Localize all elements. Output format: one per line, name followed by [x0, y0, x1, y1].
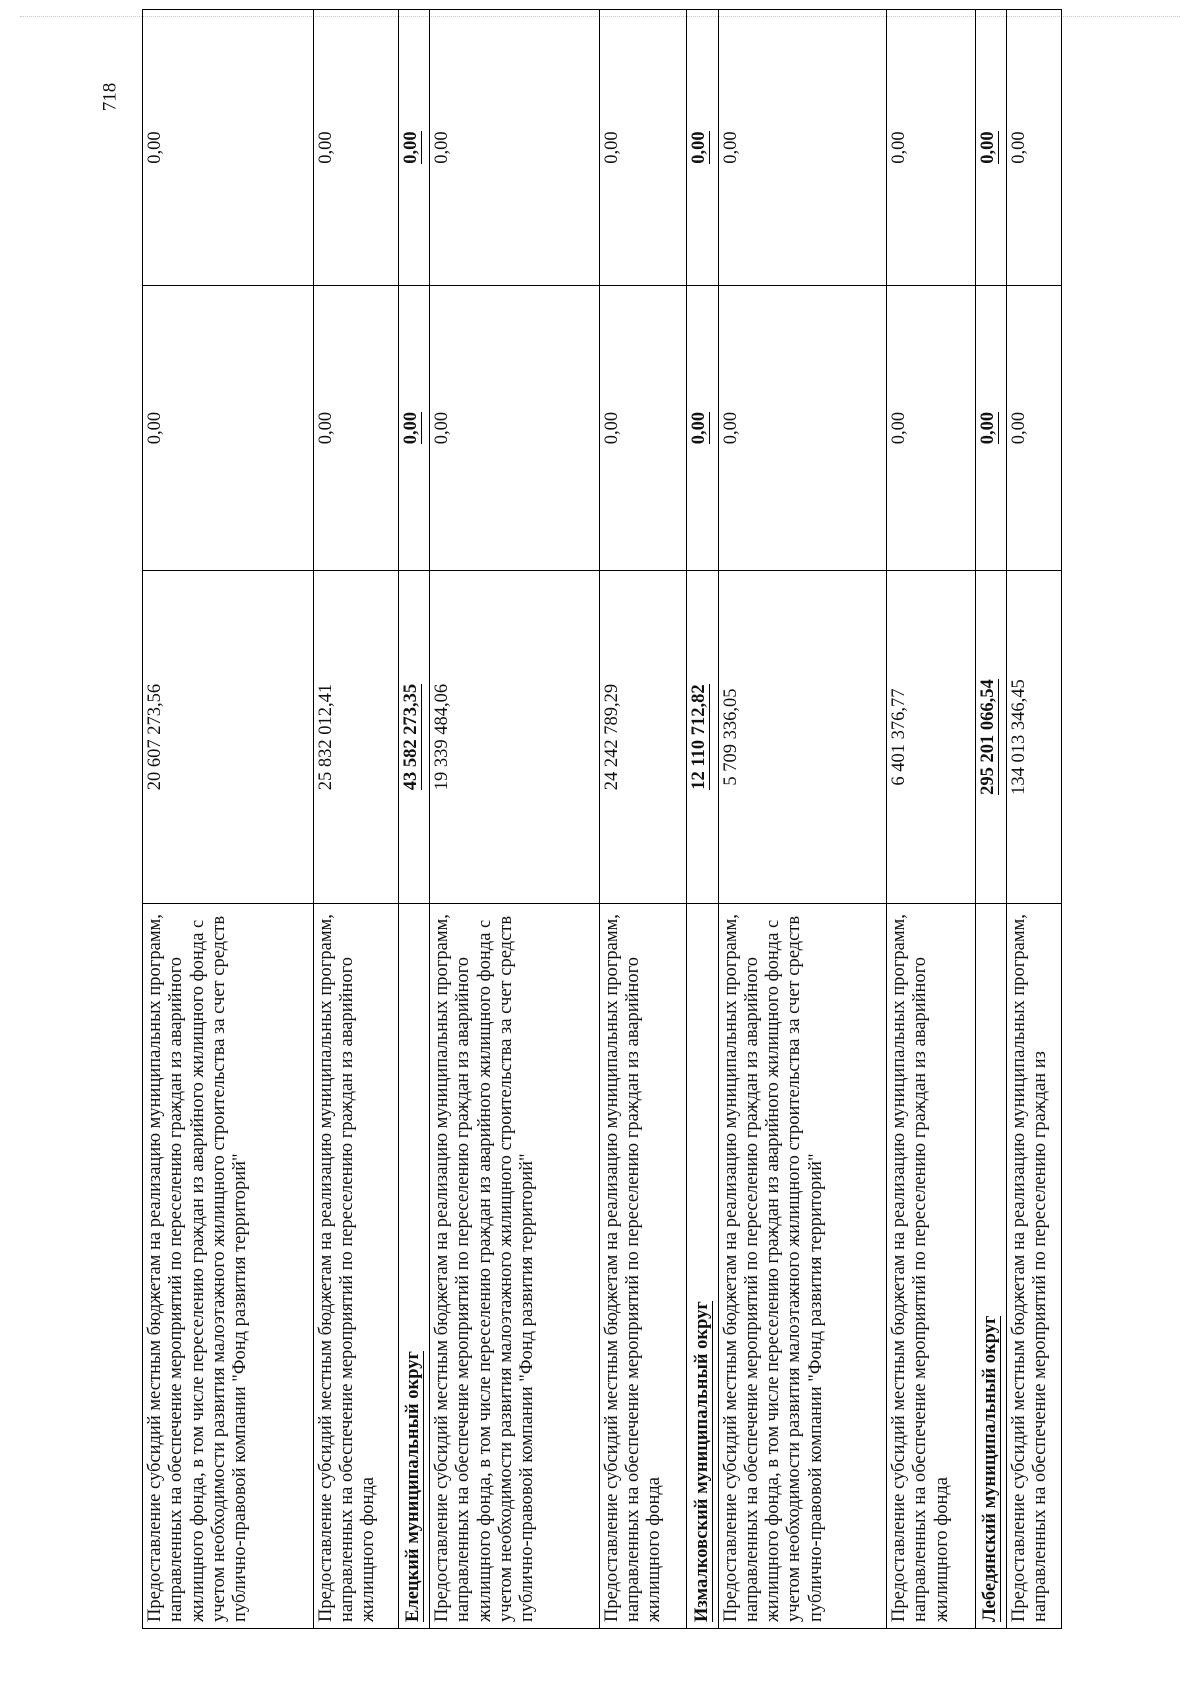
- district-value-3-text: 0,00: [689, 131, 710, 164]
- row-value-3: 0,00: [143, 10, 314, 286]
- row-description: Предоставление субсидий местным бюджетам на реализацию муниципальных программ, направленных на обеспечение мероприятий по переселению граждан из аварийного жилищного фонда: [887, 904, 975, 1629]
- row-amount: 6 401 376,77: [887, 571, 975, 904]
- district-amount-text: 295 201 066,54: [977, 679, 998, 795]
- district-value-2: [975, 286, 1006, 571]
- rotated-table-container: [142, 62, 1062, 1629]
- row-description: Предоставление субсидий местным бюджетам на реализацию муниципальных программ, направленных на обеспечение мероприятий по переселению граждан из аварийного жилищного фонда, в том числе переселению граждан из аварийного жилищного фонда с учетом необходимости развития малоэтажного жилищного строительства за счет средств публично-правовой компании "Фонд развития территорий": [143, 904, 314, 1629]
- row-value-2: 0,00: [430, 286, 600, 571]
- district-total-row: [399, 10, 430, 1629]
- row-description: Предоставление субсидий местным бюджетам на реализацию муниципальных программ, направленных на обеспечение мероприятий по переселению граждан из аварийного жилищного фонда, в том числе переселению граждан из аварийного жилищного фонда с учетом необходимости развития малоэтажного жилищного строительства за счет средств публично-правовой компании "Фонд развития территорий": [430, 904, 600, 1629]
- district-value-2-text: 0,00: [977, 411, 998, 445]
- district-value-3-text: 0,00: [977, 131, 998, 164]
- table-row: [599, 10, 686, 1629]
- district-value-3-text: 0,00: [401, 131, 421, 164]
- page-number: 718: [99, 82, 121, 112]
- row-value-2: 0,00: [143, 286, 314, 571]
- row-amount: 20 607 273,56: [143, 571, 314, 904]
- district-total-row: [687, 10, 718, 1629]
- district-amount: [399, 571, 430, 904]
- row-amount: 5 709 336,05: [718, 571, 887, 904]
- district-value-2: [399, 286, 430, 571]
- district-amount-text: 43 582 273,35: [401, 683, 421, 791]
- table-row: [143, 10, 314, 1629]
- district-value-2-text: 0,00: [401, 411, 421, 445]
- table-row: [1006, 10, 1061, 1629]
- district-amount: [975, 571, 1006, 904]
- district-name: [687, 904, 718, 1629]
- row-value-2: 0,00: [1006, 286, 1061, 571]
- row-value-3: 0,00: [599, 10, 686, 286]
- district-amount-text: 12 110 712,82: [689, 684, 710, 790]
- row-description: Предоставление субсидий местным бюджетам на реализацию муниципальных программ, направленных на обеспечение мероприятий по переселению граждан из аварийного жилищного фонда, в том числе переселению граждан из аварийного жилищного фонда с учетом необходимости развития малоэтажного жилищного строительства за счет средств публично-правовой компании "Фонд развития территорий": [718, 904, 887, 1629]
- row-amount: 25 832 012,41: [313, 571, 398, 904]
- row-value-3: 0,00: [430, 10, 600, 286]
- row-description: Предоставление субсидий местным бюджетам на реализацию муниципальных программ, направленных на обеспечение мероприятий по переселению граждан из: [1006, 904, 1061, 1629]
- district-value-3: [399, 10, 430, 286]
- row-value-3: 0,00: [718, 10, 887, 286]
- row-value-2: 0,00: [313, 286, 398, 571]
- row-value-3: 0,00: [313, 10, 398, 286]
- district-value-2-text: 0,00: [689, 411, 710, 445]
- row-amount: 24 242 789,29: [599, 571, 686, 904]
- row-description: Предоставление субсидий местным бюджетам на реализацию муниципальных программ, направленных на обеспечение мероприятий по переселению граждан из аварийного жилищного фонда: [313, 904, 398, 1629]
- table-row: [718, 10, 887, 1629]
- row-description: Предоставление субсидий местным бюджетам на реализацию муниципальных программ, направленных на обеспечение мероприятий по переселению граждан из аварийного жилищного фонда: [599, 904, 686, 1629]
- district-name-text: Измалковский муниципальный округ: [691, 1301, 712, 1622]
- table-row: [887, 10, 975, 1629]
- district-name-text: Елецкий муниципальный округ: [403, 1351, 424, 1622]
- district-value-3: [687, 10, 718, 286]
- district-value-2: [687, 286, 718, 571]
- row-amount: 134 013 346,45: [1006, 571, 1061, 904]
- subsidy-table: [142, 9, 1062, 1629]
- row-value-3: 0,00: [1006, 10, 1061, 286]
- district-name: [975, 904, 1006, 1629]
- district-total-row: [975, 10, 1006, 1629]
- row-value-2: 0,00: [887, 286, 975, 571]
- district-value-3: [975, 10, 1006, 286]
- row-amount: 19 339 484,06: [430, 571, 600, 904]
- district-name: [399, 904, 430, 1629]
- district-amount: [687, 571, 718, 904]
- row-value-3: 0,00: [887, 10, 975, 286]
- table-row: [313, 10, 398, 1629]
- district-name-text: Лебедянский муниципальный округ: [980, 1315, 1001, 1622]
- row-value-2: 0,00: [599, 286, 686, 571]
- row-value-2: 0,00: [718, 286, 887, 571]
- table-row: [430, 10, 600, 1629]
